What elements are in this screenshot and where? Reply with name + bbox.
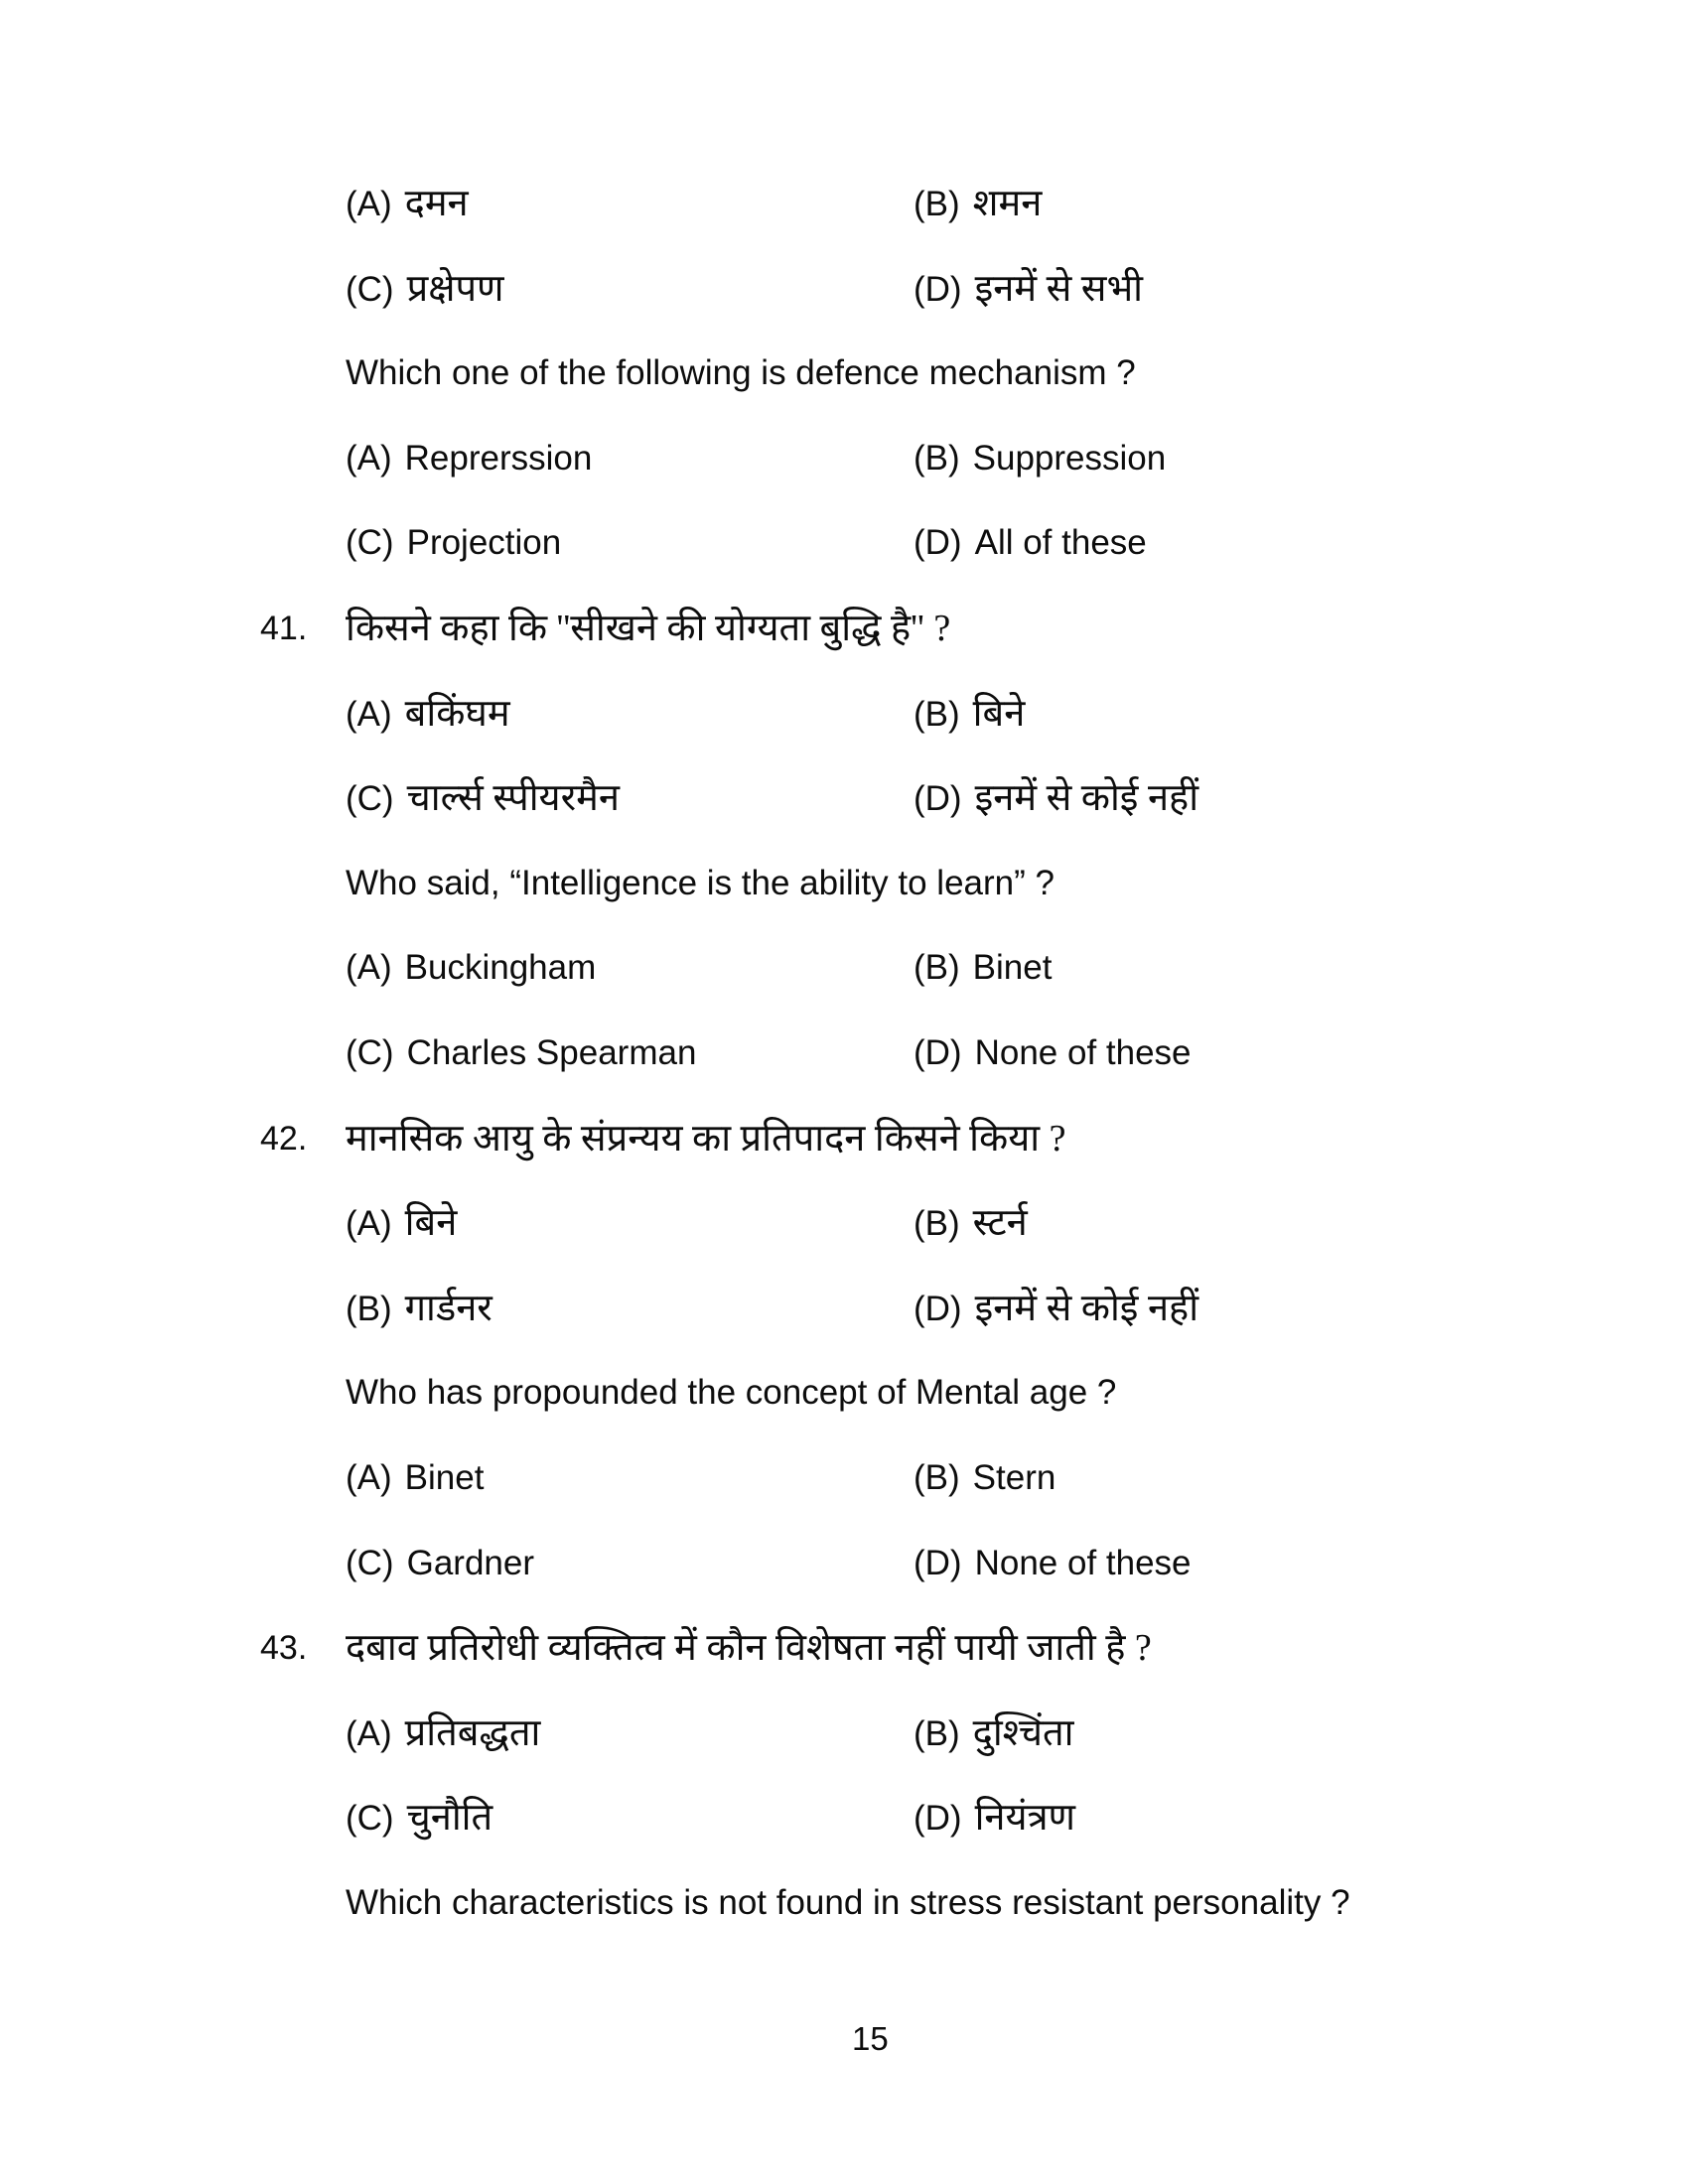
option-c-english — [346, 515, 561, 578]
option-text: दुश्चिंता — [972, 1712, 1074, 1754]
option-a-english — [346, 431, 592, 493]
option-label: (A) — [346, 439, 392, 478]
option-row — [0, 261, 1688, 317]
option-text: स्टर्न — [972, 1202, 1028, 1244]
option-c-hindi — [346, 261, 504, 325]
option-b-english — [914, 940, 1052, 1003]
option-text: None of these — [974, 1544, 1192, 1582]
option-text: चुनौति — [406, 1797, 493, 1839]
option-text: चार्ल्स स्पीयरमैन — [406, 777, 620, 819]
option-d-hindi — [914, 261, 1143, 325]
option-label: (D) — [914, 1033, 962, 1072]
option-text: दमन — [404, 183, 469, 224]
option-text: Suppression — [972, 439, 1167, 478]
option-label: (A) — [346, 1204, 392, 1243]
option-label: (D) — [914, 1799, 962, 1838]
question-number: 43. — [260, 1629, 308, 1667]
option-row — [0, 1025, 1688, 1081]
option-row — [0, 1195, 1688, 1251]
option-row — [0, 1536, 1688, 1591]
option-label: (B) — [914, 948, 960, 987]
option-text: इनमें से सभी — [974, 268, 1143, 310]
option-text: Charles Spearman — [406, 1033, 697, 1072]
option-a-hindi — [346, 176, 469, 239]
option-b-hindi — [914, 686, 1025, 750]
option-row — [0, 176, 1688, 231]
option-text: शमन — [972, 183, 1043, 224]
option-label: (B) — [914, 695, 960, 734]
option-c-hindi — [346, 770, 620, 834]
option-c-english — [346, 1025, 696, 1088]
option-label: (D) — [914, 1544, 962, 1582]
option-label: (C) — [346, 523, 394, 562]
option-b-hindi — [914, 1195, 1028, 1259]
option-text: Buckingham — [404, 948, 597, 987]
option-label: (A) — [346, 948, 392, 987]
option-label: (A) — [346, 185, 392, 223]
option-label: (C) — [346, 1033, 394, 1072]
option-text: All of these — [974, 523, 1147, 562]
question-text-hindi: मानसिक आयु के संप्रन्यय का प्रतिपादन किसने किया ? — [346, 1118, 1066, 1160]
question-row — [0, 1111, 1688, 1166]
option-d-hindi — [914, 1281, 1198, 1344]
question-row — [0, 1875, 1688, 1931]
option-label: (A) — [346, 1714, 392, 1753]
option-row — [0, 1450, 1688, 1506]
option-row — [0, 1706, 1688, 1761]
option-d-english — [914, 1536, 1192, 1598]
option-text: Gardner — [406, 1544, 534, 1582]
option-row — [0, 686, 1688, 742]
option-c-hindi — [346, 1790, 492, 1853]
option-row — [0, 515, 1688, 571]
option-a-hindi — [346, 1706, 540, 1769]
option-label: (C) — [346, 1544, 394, 1582]
option-c-english — [346, 1536, 534, 1598]
option-b-hindi — [914, 1706, 1073, 1769]
question-row — [0, 345, 1688, 401]
question-text-hindi: किसने कहा कि ''सीखने की योग्यता बुद्धि है'' ? — [346, 608, 951, 649]
option-text: Reprerssion — [404, 439, 593, 478]
option-row — [0, 1790, 1688, 1845]
option-d-english — [914, 515, 1147, 578]
question-text-english: Which one of the following is defence mechanism ? — [346, 353, 1136, 392]
option-label: (C) — [346, 1799, 394, 1838]
option-a-hindi — [346, 1195, 457, 1259]
option-text: Binet — [972, 948, 1053, 987]
option-text: Binet — [404, 1458, 485, 1497]
option-text: नियंत्रण — [974, 1797, 1076, 1839]
option-label: (D) — [914, 1290, 962, 1328]
option-label: (C) — [346, 270, 394, 309]
option-label: (D) — [914, 270, 962, 309]
question-row — [0, 1620, 1688, 1676]
option-text: इनमें से कोई नहीं — [974, 777, 1199, 819]
question-text-hindi: दबाव प्रतिरोधी व्यक्तित्व में कौन विशेषता नहीं पायी जाती है ? — [346, 1627, 1152, 1669]
question-row — [0, 1365, 1688, 1421]
question-row — [0, 856, 1688, 911]
option-text: None of these — [974, 1033, 1192, 1072]
option-label: (B) — [346, 1290, 392, 1328]
option-text: Stern — [972, 1458, 1056, 1497]
option-text: Projection — [406, 523, 562, 562]
option-d-hindi — [914, 1790, 1075, 1853]
option-d-english — [914, 1025, 1192, 1088]
option-b-english — [914, 1450, 1055, 1513]
option-row — [0, 1281, 1688, 1336]
option-row — [0, 431, 1688, 486]
question-number: 42. — [260, 1120, 308, 1158]
option-label: (B) — [914, 1204, 960, 1243]
option-a-english — [346, 940, 596, 1003]
question-row — [0, 601, 1688, 656]
option-label: (A) — [346, 1458, 392, 1497]
question-text-english: Who said, “Intelligence is the ability to learn” ? — [346, 864, 1055, 902]
option-text: गार्डनर — [404, 1288, 492, 1329]
option-label: (B) — [914, 439, 960, 478]
option-label: (B) — [914, 185, 960, 223]
option-b-english — [914, 431, 1166, 493]
option-label: (D) — [914, 779, 962, 818]
option-c-hindi — [346, 1281, 492, 1344]
option-d-hindi — [914, 770, 1198, 834]
option-a-hindi — [346, 686, 510, 750]
option-text: बकिंघम — [404, 693, 510, 735]
option-label: (D) — [914, 523, 962, 562]
question-text-english: Who has propounded the concept of Mental age ? — [346, 1373, 1117, 1412]
option-text: बिने — [972, 693, 1026, 735]
option-row — [0, 770, 1688, 826]
option-text: प्रतिबद्धता — [404, 1712, 541, 1754]
page-number: 15 — [852, 2020, 889, 2057]
option-a-english — [346, 1450, 484, 1513]
option-label: (B) — [914, 1714, 960, 1753]
option-text: बिने — [404, 1202, 458, 1244]
option-label: (A) — [346, 695, 392, 734]
option-row — [0, 940, 1688, 996]
option-label: (B) — [914, 1458, 960, 1497]
option-label: (C) — [346, 779, 394, 818]
option-b-hindi — [914, 176, 1042, 239]
question-number: 41. — [260, 610, 308, 647]
option-text: प्रक्षेपण — [406, 268, 504, 310]
question-text-english: Which characteristics is not found in stress resistant personality ? — [346, 1883, 1350, 1922]
option-text: इनमें से कोई नहीं — [974, 1288, 1199, 1329]
